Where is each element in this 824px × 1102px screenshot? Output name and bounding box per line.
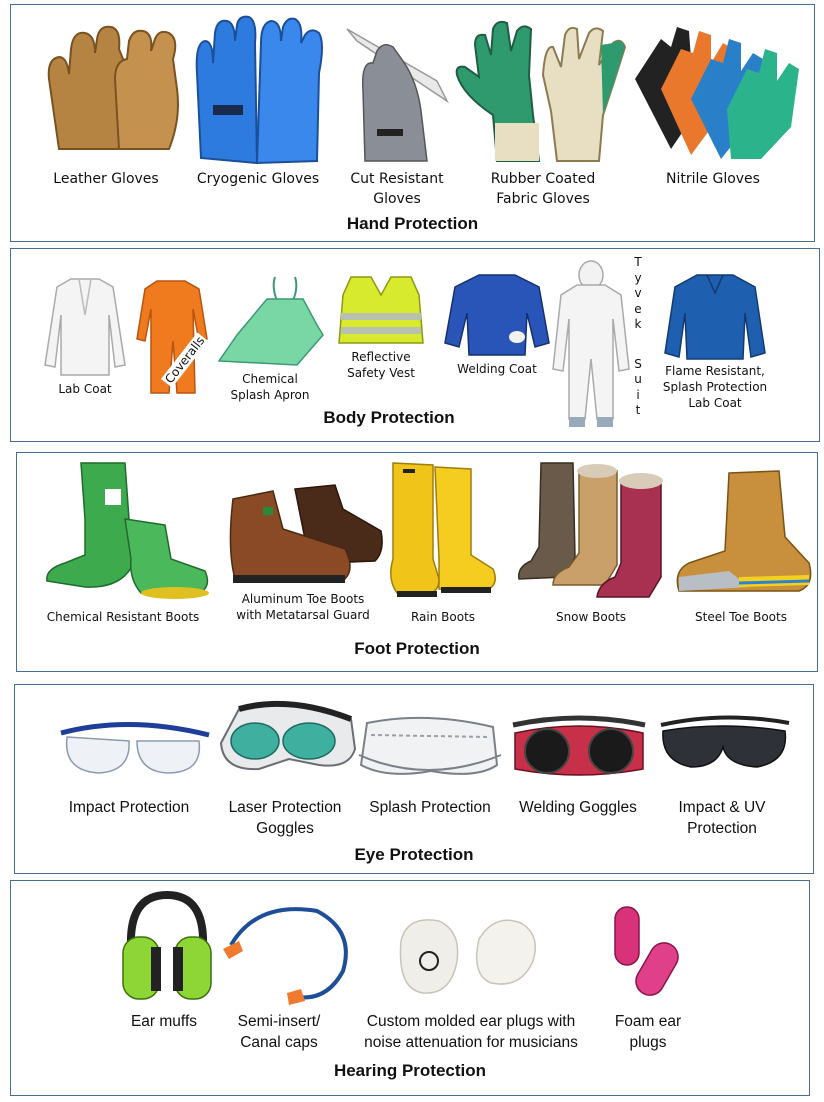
rubber-coated-fabric-gloves-label: Rubber Coated Fabric Gloves bbox=[490, 171, 596, 207]
aluminum-toe-boots-label: Aluminum Toe Boots with Metatarsal Guard bbox=[236, 592, 370, 622]
tyvek-letter: t bbox=[635, 403, 641, 417]
flame-resistant-lab-coat-label: Flame Resistant, Splash Protection Lab Coat bbox=[662, 364, 768, 410]
splash-protection-goggles-image bbox=[357, 715, 503, 787]
canal-caps-image bbox=[217, 901, 355, 1009]
nitrile-gloves-label: Nitrile Gloves bbox=[666, 171, 760, 187]
tyvek-letter: k bbox=[634, 317, 642, 331]
canal-caps-label: Semi-insert/ Canal caps bbox=[237, 1013, 321, 1051]
chemical-splash-apron-image bbox=[217, 275, 325, 367]
welding-goggles-label: Welding Goggles bbox=[519, 799, 637, 816]
hearing-protection-panel bbox=[10, 880, 810, 1096]
splash-protection-label: Splash Protection bbox=[369, 799, 491, 816]
impact-protection-glasses-image bbox=[59, 711, 211, 781]
reflective-safety-vest-image bbox=[337, 275, 425, 345]
foot-protection-title: Foot Protection bbox=[354, 639, 480, 658]
aluminum-toe-boots-image bbox=[225, 479, 385, 585]
chemical-resistant-boots-label: Chemical Resistant Boots bbox=[46, 610, 200, 624]
tyvek-letter: T bbox=[634, 255, 642, 269]
cut-resistant-gloves-label: Cut Resistant Gloves bbox=[350, 171, 444, 207]
rain-boots-image bbox=[383, 459, 501, 599]
snow-boots-image bbox=[517, 457, 673, 603]
custom-molded-ear-plugs-label: Custom molded ear plugs with noise attenuation for musicians bbox=[364, 1013, 578, 1051]
tyvek-suit-image bbox=[551, 259, 631, 431]
leather-gloves-image bbox=[39, 19, 189, 159]
rubber-coated-fabric-gloves-image bbox=[453, 15, 643, 163]
reflective-safety-vest-label: Reflective Safety Vest bbox=[347, 350, 415, 380]
welding-coat-label: Welding Coat bbox=[457, 362, 537, 376]
impact-uv-glasses-image bbox=[657, 711, 791, 787]
tyvek-suit-label bbox=[633, 255, 643, 419]
eye-protection-title: Eye Protection bbox=[354, 845, 474, 864]
cryogenic-gloves-image bbox=[191, 13, 331, 163]
tyvek-letter: u bbox=[634, 372, 642, 386]
laser-protection-goggles-image bbox=[219, 699, 359, 787]
foot-protection-panel bbox=[16, 452, 818, 672]
foam-ear-plugs-label: Foam ear plugs bbox=[614, 1013, 682, 1051]
ear-muffs-label: Ear muffs bbox=[130, 1013, 198, 1030]
chemical-splash-apron-label: Chemical Splash Apron bbox=[230, 372, 310, 402]
nitrile-gloves-image bbox=[631, 19, 807, 161]
impact-uv-label: Impact & UV Protection bbox=[678, 799, 766, 837]
ear-muffs-image bbox=[121, 891, 213, 1001]
cut-resistant-gloves-image bbox=[347, 21, 457, 163]
rain-boots-label: Rain Boots bbox=[410, 610, 476, 624]
tyvek-letter: S bbox=[634, 356, 642, 371]
tyvek-letter: v bbox=[634, 286, 642, 300]
body-protection-panel bbox=[10, 248, 820, 442]
hand-protection-title: Hand Protection bbox=[346, 214, 479, 233]
welding-coat-image bbox=[443, 273, 551, 357]
impact-protection-label: Impact Protection bbox=[68, 799, 190, 816]
lab-coat-image bbox=[43, 275, 127, 383]
foam-ear-plugs-image bbox=[609, 901, 693, 1001]
eye-protection-panel bbox=[14, 684, 814, 874]
cryogenic-gloves-label: Cryogenic Gloves bbox=[196, 171, 320, 187]
leather-gloves-label: Leather Gloves bbox=[53, 171, 159, 187]
body-protection-title: Body Protection bbox=[323, 408, 455, 427]
steel-toe-boots-label: Steel Toe Boots bbox=[695, 610, 787, 624]
flame-resistant-lab-coat-image bbox=[663, 273, 767, 361]
snow-boots-label: Snow Boots bbox=[555, 610, 627, 624]
tyvek-letter: e bbox=[634, 301, 642, 316]
welding-goggles-image bbox=[509, 709, 649, 787]
tyvek-letter: y bbox=[634, 270, 642, 285]
lab-coat-label: Lab Coat bbox=[58, 382, 112, 396]
custom-molded-ear-plugs-image bbox=[391, 911, 551, 1001]
laser-protection-goggles-label: Laser Protection Goggles bbox=[228, 799, 342, 837]
chemical-resistant-boots-image bbox=[45, 459, 213, 601]
hand-protection-panel bbox=[10, 4, 815, 242]
coveralls-label: Coveralls bbox=[162, 333, 208, 387]
tyvek-letter: i bbox=[636, 387, 640, 402]
hearing-protection-title: Hearing Protection bbox=[333, 1061, 487, 1080]
steel-toe-boots-image bbox=[669, 467, 815, 601]
